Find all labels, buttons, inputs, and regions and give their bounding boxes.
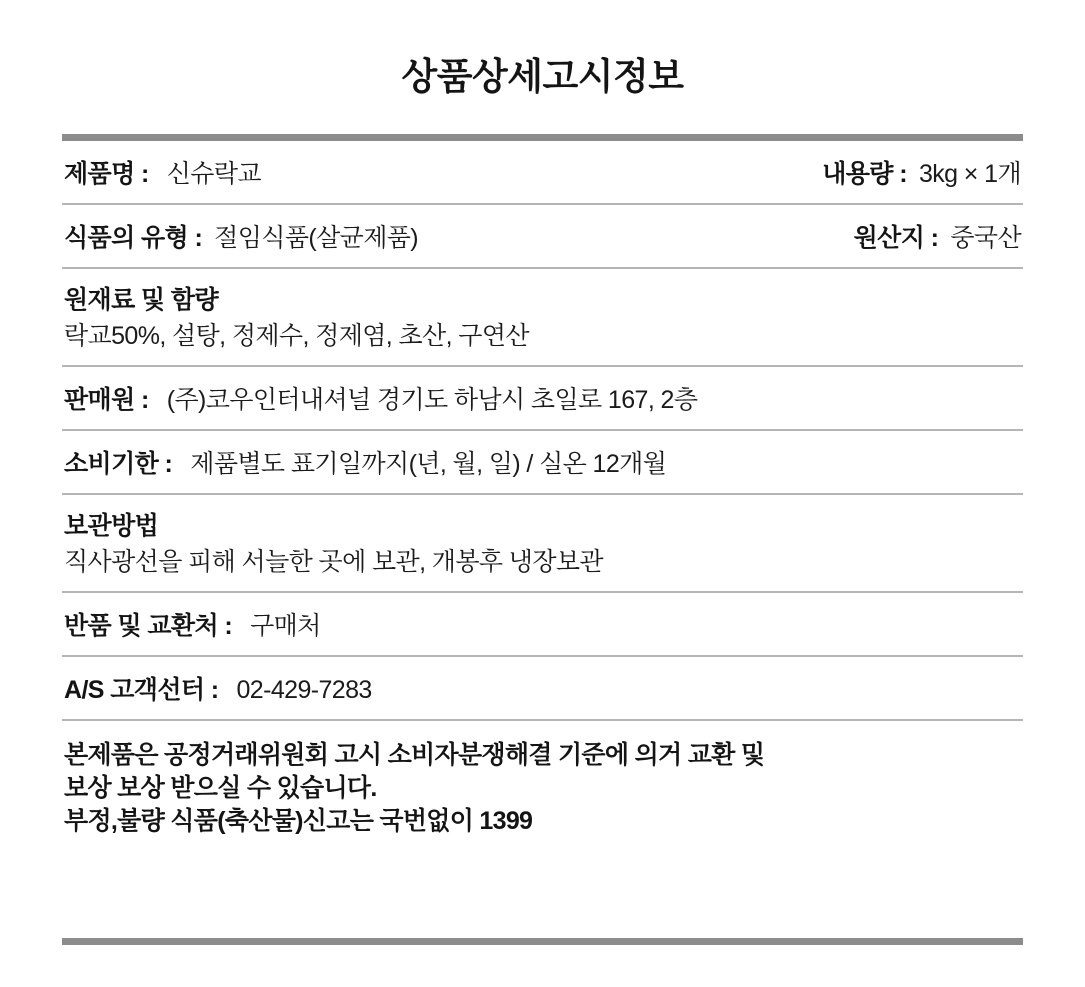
product-name-label: 제품명 :: [64, 160, 149, 188]
seller-label: 판매원 :: [64, 386, 149, 414]
field-product-name: [64, 154, 664, 190]
origin-label: 원산지 :: [853, 224, 939, 252]
food-type-value: 절임식품(살균제품): [214, 224, 419, 252]
volume-value: 3kg × 1개: [918, 160, 1021, 188]
field-expiry: [64, 444, 666, 480]
field-return-exchange: [64, 606, 321, 642]
field-seller: [64, 380, 697, 416]
row-return-exchange: [62, 593, 1023, 655]
field-volume: [664, 154, 1021, 190]
row-expiry: [62, 431, 1023, 493]
return-exchange-value: 구매처: [250, 612, 321, 640]
row-food-type-origin: [62, 205, 1023, 267]
row-seller: [62, 367, 1023, 429]
expiry-label: 소비기한 :: [64, 450, 173, 478]
notice-line-2: 보상 보상 받으실 수 있습니다.: [64, 774, 377, 802]
field-as-center: [64, 670, 372, 706]
food-type-label: 식품의 유형 :: [64, 224, 203, 252]
as-center-label: A/S 고객선터 :: [64, 676, 219, 704]
row-product-name-volume: [62, 141, 1023, 203]
storage-value: 직사광선을 피해 서늘한 곳에 보관, 개봉후 냉장보관: [64, 548, 603, 576]
origin-value: 중국산: [950, 224, 1021, 252]
divider-bottom-wrap: [62, 938, 1023, 945]
notice-line-3: 부정,불량 식품(축산물)신고는 국번없이 1399: [64, 807, 533, 835]
field-ingredients: [62, 269, 1023, 365]
storage-label: 보관방법: [64, 512, 159, 540]
field-storage: [62, 495, 1023, 591]
as-center-value: 02-429-7283: [236, 676, 372, 704]
expiry-value: 제품별도 표기일까지(년, 월, 일) / 실온 12개월: [190, 450, 667, 478]
page-title: 상품상세고시정보: [401, 56, 684, 97]
volume-label: 내용량 :: [822, 160, 907, 188]
return-exchange-label: 반품 및 교환처 :: [64, 612, 233, 640]
product-name-value: 신슈락교: [166, 160, 261, 188]
divider-top-thick: [62, 134, 1023, 141]
field-origin: [664, 218, 1021, 254]
legal-notice: [62, 721, 1023, 858]
ingredients-label: 원재료 및 함량: [64, 286, 218, 314]
divider-bottom-thick: [62, 938, 1023, 945]
field-food-type: [64, 218, 664, 254]
ingredients-value: 락교50%, 설탕, 정제수, 정제염, 초산, 구연산: [64, 322, 529, 350]
seller-value: (주)코우인터내셔널 경기도 하남시 초일로 167, 2층: [166, 386, 698, 414]
row-as-center: [62, 657, 1023, 719]
notice-line-1: 본제품은 공정거래위원회 고시 소비자분쟁해결 기준에 의거 교환 및: [64, 741, 765, 769]
